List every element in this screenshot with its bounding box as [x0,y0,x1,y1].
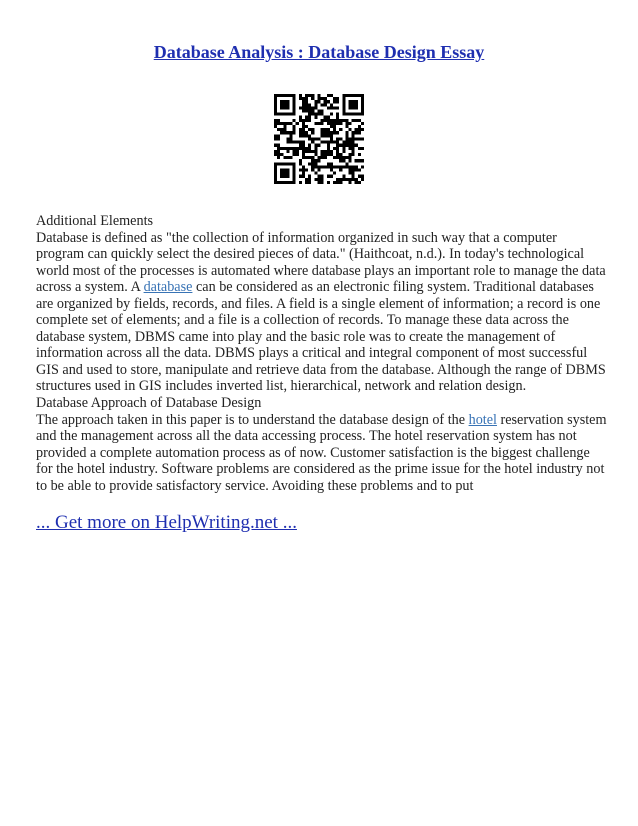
text-line: GIS and used to store, manipulate and retrieve data from the database. Although the range of DBMS [36,361,606,378]
text-line: Additional Elements [36,213,154,229]
text-line: program can quickly select the desired pieces of data." (Haithcoat, n.d.). In today's technological [36,246,585,263]
text-line: provided a complete automation process as of now. Customer satisfaction is the biggest challenge [36,444,590,461]
text-line: Database is defined as "the collection of information organized in such way that a computer [36,229,557,246]
text-line: and the management across all the data accessing process. The hotel reservation system has not [36,428,577,445]
get-more-link[interactable]: ... Get more on HelpWriting.net ... [36,512,297,533]
inline-link-hotel[interactable]: hotel [468,411,497,428]
text-line: The approach taken in this paper is to understand the database design of the hotel reservation system [36,411,607,428]
text-line: structures used in GIS includes inverted list, hierarchical, network and relation design. [36,378,527,395]
text-line: to be able to provide satisfactory service. Avoiding these problems and to put [36,477,474,494]
text-line: database system, DBMS came into play and the basic role was to create the management of [36,328,556,345]
qr-code-icon [274,94,364,184]
text-line: complete set of elements; and a file is a collection of records. To manage these data across the [36,312,569,329]
essay-body [36,213,606,494]
text-line: Database Approach of Database Design [36,395,262,412]
text-line: world most of the processes is automated where database plays an important role to manage the data [36,262,606,279]
document-title[interactable]: Database Analysis : Database Design Essay [153,42,485,62]
inline-link-database[interactable]: database [143,279,193,296]
text-line: information across all the data. DBMS plays a critical and integral component of most successful [36,345,588,362]
text-line: for the hotel industry. Software problems are considered as the prime issue for the hotel industry not [36,461,605,478]
text-line: are organized by fields, records, and files. A field is a single element of information; a record is one [36,295,601,312]
text-line: across a system. A database can be considered as an electronic filing system. Traditional databases [36,279,594,296]
